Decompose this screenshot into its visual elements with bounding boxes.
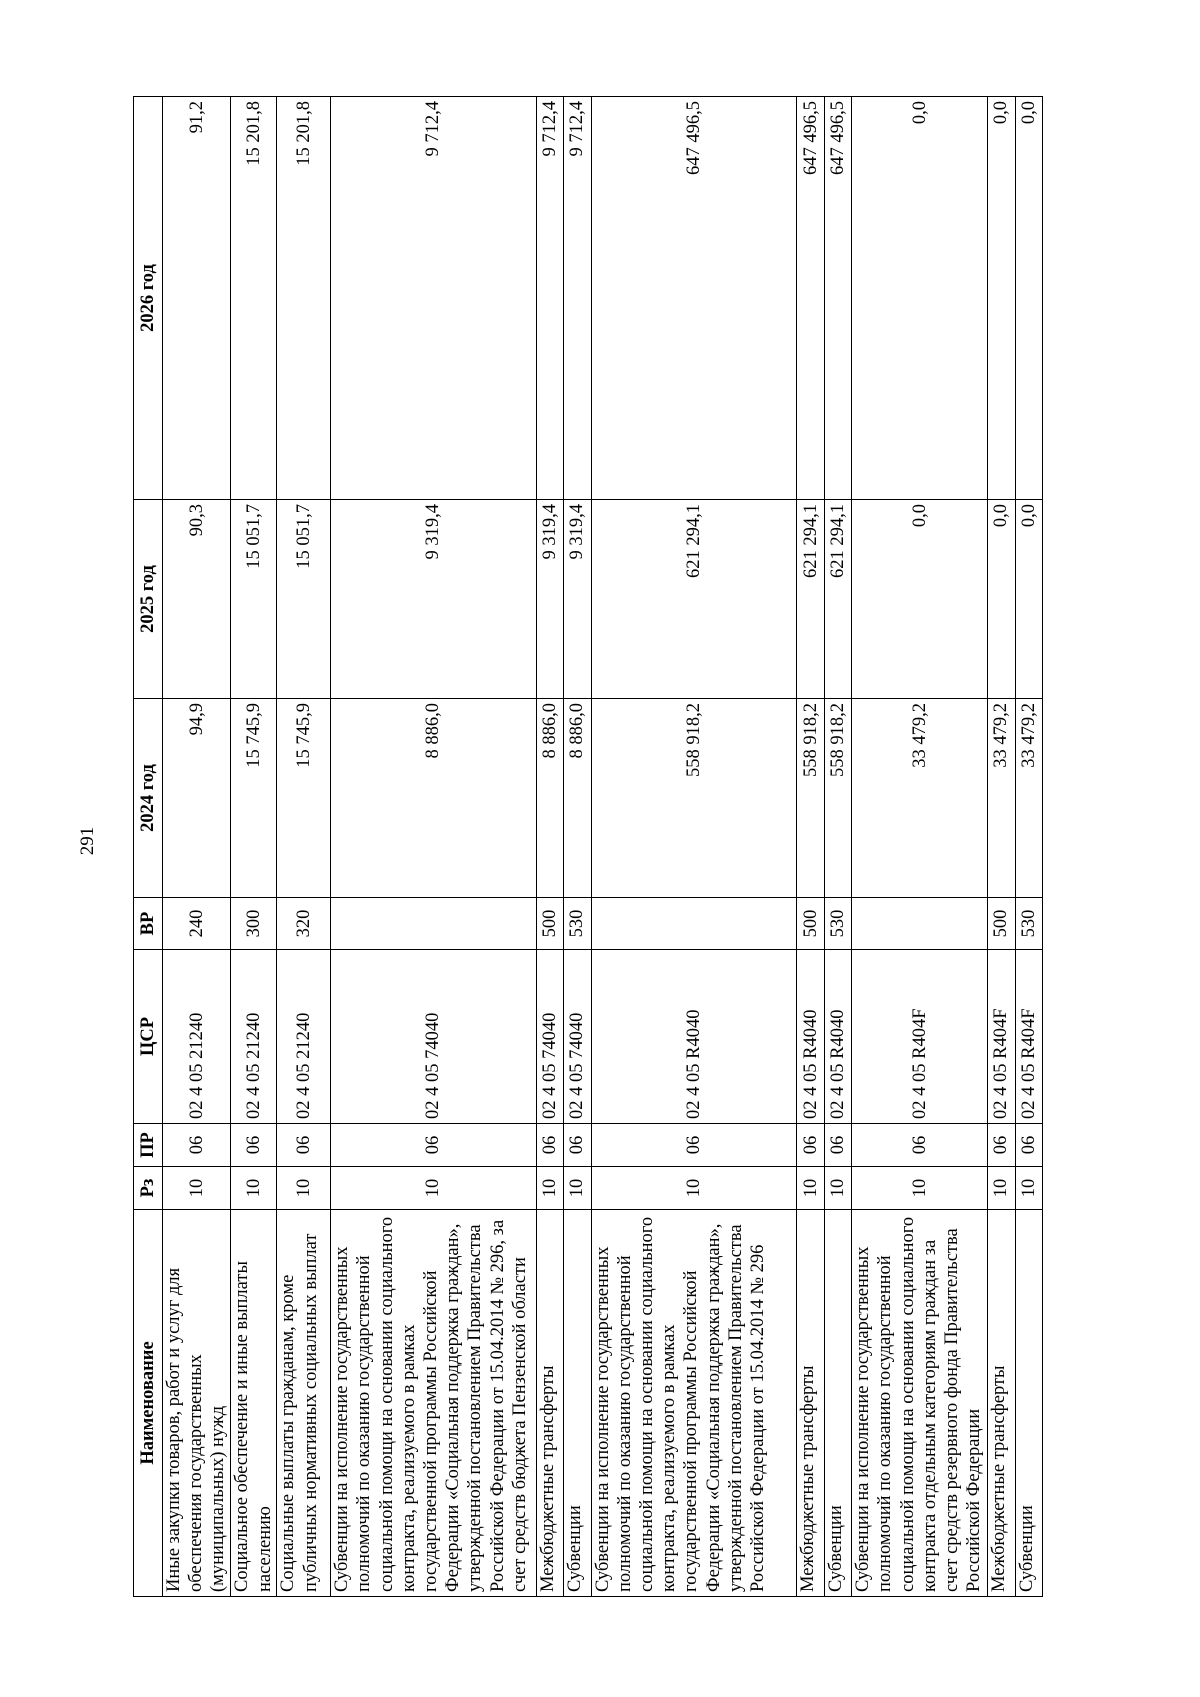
cell-csr: 02 4 05 R4040 bbox=[797, 950, 824, 1124]
cell-name: Субвенции bbox=[1015, 1210, 1042, 1597]
header-vr: ВР bbox=[134, 898, 163, 950]
table-row bbox=[852, 97, 988, 1597]
cell-vr: 500 bbox=[988, 898, 1015, 950]
cell-2026: 0,0 bbox=[1015, 97, 1042, 500]
cell-rz: 10 bbox=[331, 1167, 537, 1210]
cell-rz: 10 bbox=[277, 1167, 331, 1210]
cell-csr: 02 4 05 74040 bbox=[564, 950, 591, 1124]
table-row bbox=[231, 97, 277, 1597]
cell-2025: 0,0 bbox=[988, 500, 1015, 699]
cell-vr: 500 bbox=[536, 898, 563, 950]
cell-vr bbox=[331, 898, 537, 950]
cell-2025: 621 294,1 bbox=[591, 500, 797, 699]
cell-2024: 8 886,0 bbox=[536, 699, 563, 898]
budget-table bbox=[133, 96, 1043, 1597]
cell-2024: 8 886,0 bbox=[331, 699, 537, 898]
cell-name: Субвенции bbox=[564, 1210, 591, 1597]
cell-2026: 9 712,4 bbox=[331, 97, 537, 500]
cell-2026: 0,0 bbox=[988, 97, 1015, 500]
cell-2025: 15 051,7 bbox=[231, 500, 277, 699]
cell-2025: 9 319,4 bbox=[536, 500, 563, 699]
cell-name: Межбюджетные трансферты bbox=[988, 1210, 1015, 1597]
cell-2025: 0,0 bbox=[852, 500, 988, 699]
header-name: Наименование bbox=[134, 1210, 163, 1597]
cell-2024: 94,9 bbox=[163, 699, 231, 898]
cell-2026: 15 201,8 bbox=[231, 97, 277, 500]
header-csr: ЦСР bbox=[134, 950, 163, 1124]
cell-csr: 02 4 05 R404F bbox=[988, 950, 1015, 1124]
cell-name: Социальное обеспечение и иные выплаты населению bbox=[231, 1210, 277, 1597]
cell-pr: 06 bbox=[163, 1124, 231, 1167]
cell-vr: 530 bbox=[564, 898, 591, 950]
cell-pr: 06 bbox=[591, 1124, 797, 1167]
cell-vr: 320 bbox=[277, 898, 331, 950]
table-row bbox=[591, 97, 797, 1597]
cell-pr: 06 bbox=[1015, 1124, 1042, 1167]
header-2026: 2026 год bbox=[134, 97, 163, 500]
table-row bbox=[988, 97, 1015, 1597]
cell-2026: 647 496,5 bbox=[797, 97, 824, 500]
cell-pr: 06 bbox=[988, 1124, 1015, 1167]
cell-2025: 621 294,1 bbox=[797, 500, 824, 699]
cell-2024: 8 886,0 bbox=[564, 699, 591, 898]
page-number: 291 bbox=[77, 826, 98, 856]
header-2024: 2024 год bbox=[134, 699, 163, 898]
cell-pr: 06 bbox=[331, 1124, 537, 1167]
table-row bbox=[163, 97, 231, 1597]
cell-vr: 300 bbox=[231, 898, 277, 950]
cell-rz: 10 bbox=[797, 1167, 824, 1210]
cell-2026: 647 496,5 bbox=[591, 97, 797, 500]
cell-2025: 15 051,7 bbox=[277, 500, 331, 699]
cell-2025: 9 319,4 bbox=[564, 500, 591, 699]
table-row bbox=[536, 97, 563, 1597]
header-2025: 2025 год bbox=[134, 500, 163, 699]
cell-2025: 621 294,1 bbox=[824, 500, 851, 699]
cell-rz: 10 bbox=[591, 1167, 797, 1210]
cell-rz: 10 bbox=[824, 1167, 851, 1210]
cell-name: Иные закупки товаров, работ и услуг для обеспечения государственных (муниципальных) нужд bbox=[163, 1210, 231, 1597]
cell-pr: 06 bbox=[536, 1124, 563, 1167]
cell-csr: 02 4 05 R4040 bbox=[824, 950, 851, 1124]
cell-pr: 06 bbox=[797, 1124, 824, 1167]
header-pr: ПР bbox=[134, 1124, 163, 1167]
cell-name: Субвенции bbox=[824, 1210, 851, 1597]
cell-rz: 10 bbox=[988, 1167, 1015, 1210]
cell-2024: 558 918,2 bbox=[591, 699, 797, 898]
cell-2026: 9 712,4 bbox=[536, 97, 563, 500]
table-row bbox=[1015, 97, 1042, 1597]
cell-2026: 15 201,8 bbox=[277, 97, 331, 500]
cell-pr: 06 bbox=[231, 1124, 277, 1167]
cell-2024: 558 918,2 bbox=[824, 699, 851, 898]
cell-csr: 02 4 05 R4040 bbox=[591, 950, 797, 1124]
cell-2025: 0,0 bbox=[1015, 500, 1042, 699]
cell-name: Межбюджетные трансферты bbox=[536, 1210, 563, 1597]
cell-rz: 10 bbox=[1015, 1167, 1042, 1210]
cell-rz: 10 bbox=[231, 1167, 277, 1210]
cell-csr: 02 4 05 74040 bbox=[536, 950, 563, 1124]
cell-2024: 558 918,2 bbox=[797, 699, 824, 898]
cell-csr: 02 4 05 21240 bbox=[277, 950, 331, 1124]
cell-2026: 91,2 bbox=[163, 97, 231, 500]
cell-csr: 02 4 05 21240 bbox=[231, 950, 277, 1124]
cell-2025: 90,3 bbox=[163, 500, 231, 699]
cell-2024: 15 745,9 bbox=[231, 699, 277, 898]
cell-name: Социальные выплаты гражданам, кроме публичных нормативных социальных выплат bbox=[277, 1210, 331, 1597]
cell-rz: 10 bbox=[564, 1167, 591, 1210]
table-row bbox=[797, 97, 824, 1597]
header-rz: Рз bbox=[134, 1167, 163, 1210]
cell-vr: 240 bbox=[163, 898, 231, 950]
table-row bbox=[824, 97, 851, 1597]
table-row bbox=[564, 97, 591, 1597]
cell-name: Субвенции на исполнение государственных полномочий по оказанию государственной социальной помощи на основании социального контракта, реализуемого в рамках государственной программы Российской Федерации «Социальная поддержка граждан», утвержденной постановлением Правительства Российской Федерации от 15.04.2014 № 296 bbox=[591, 1210, 797, 1597]
cell-vr: 530 bbox=[1015, 898, 1042, 950]
cell-vr: 500 bbox=[797, 898, 824, 950]
cell-pr: 06 bbox=[277, 1124, 331, 1167]
cell-csr: 02 4 05 74040 bbox=[331, 950, 537, 1124]
cell-csr: 02 4 05 21240 bbox=[163, 950, 231, 1124]
cell-pr: 06 bbox=[564, 1124, 591, 1167]
cell-2024: 33 479,2 bbox=[852, 699, 988, 898]
cell-pr: 06 bbox=[824, 1124, 851, 1167]
cell-2026: 0,0 bbox=[852, 97, 988, 500]
table-header-row bbox=[134, 97, 163, 1597]
cell-vr: 530 bbox=[824, 898, 851, 950]
cell-vr bbox=[852, 898, 988, 950]
cell-name: Субвенции на исполнение государственных полномочий по оказанию государственной социальной помощи на основании социального контракта отдельным категориям граждан за счет средств резервного фонда Правительства Российской Федерации bbox=[852, 1210, 988, 1597]
cell-rz: 10 bbox=[536, 1167, 563, 1210]
cell-2024: 15 745,9 bbox=[277, 699, 331, 898]
cell-vr bbox=[591, 898, 797, 950]
cell-2024: 33 479,2 bbox=[1015, 699, 1042, 898]
cell-csr: 02 4 05 R404F bbox=[1015, 950, 1042, 1124]
cell-2025: 9 319,4 bbox=[331, 500, 537, 699]
cell-name: Межбюджетные трансферты bbox=[797, 1210, 824, 1597]
rotated-page-content bbox=[133, 97, 1043, 1597]
cell-rz: 10 bbox=[852, 1167, 988, 1210]
cell-2026: 647 496,5 bbox=[824, 97, 851, 500]
table-row bbox=[277, 97, 331, 1597]
cell-2026: 9 712,4 bbox=[564, 97, 591, 500]
cell-name: Субвенции на исполнение государственных полномочий по оказанию государственной социальной помощи на основании социального контракта, реализуемого в рамках государственной программы Российской Федерации «Социальная поддержка граждан», утвержденной постановлением Правительства Российской Федерации от 15.04.2014 № 296, за счет средств бюджета Пензенской области bbox=[331, 1210, 537, 1597]
cell-pr: 06 bbox=[852, 1124, 988, 1167]
cell-2024: 33 479,2 bbox=[988, 699, 1015, 898]
cell-csr: 02 4 05 R404F bbox=[852, 950, 988, 1124]
cell-rz: 10 bbox=[163, 1167, 231, 1210]
table-row bbox=[331, 97, 537, 1597]
